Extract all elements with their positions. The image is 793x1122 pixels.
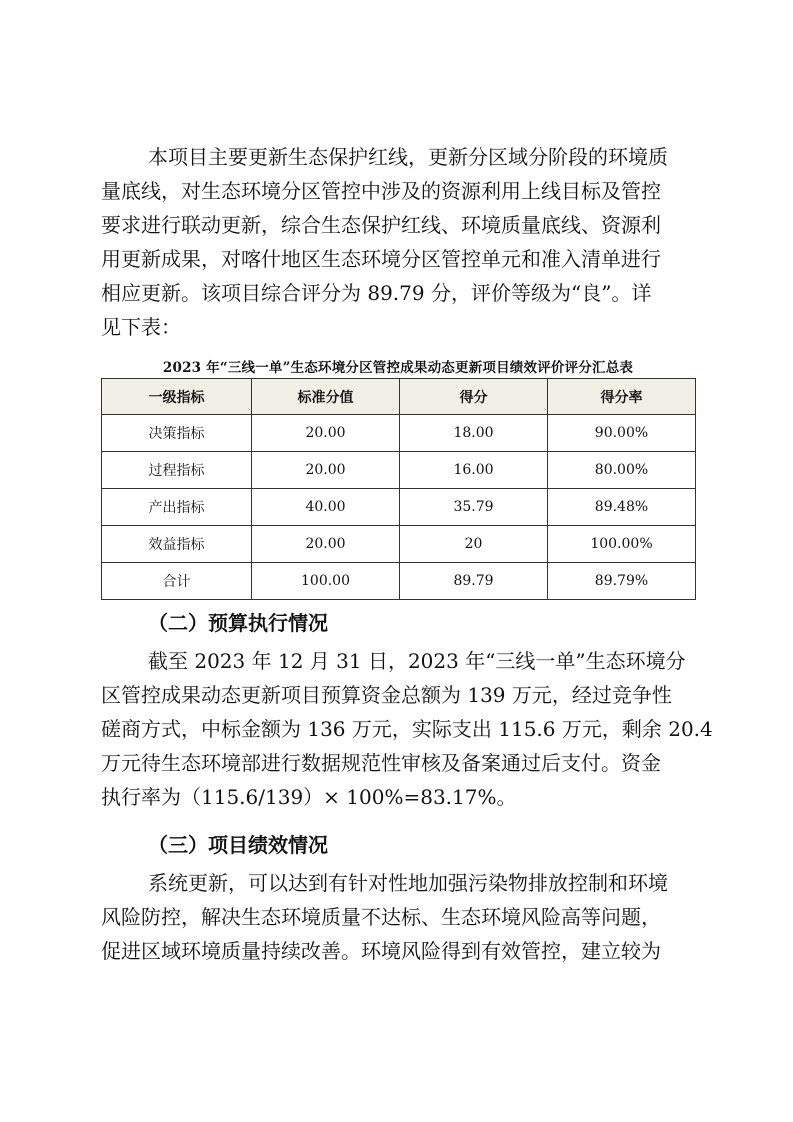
table-cell: 产出指标 bbox=[102, 489, 252, 526]
table-cell: 效益指标 bbox=[102, 526, 252, 563]
budget-line: 万元待生态环境部进行数据规范性审核及备案通过后支付。资金 bbox=[101, 751, 661, 775]
intro-line: 见下表： bbox=[101, 315, 181, 339]
section-heading-budget: （二）预算执行情况 bbox=[148, 611, 328, 635]
table-row bbox=[102, 452, 696, 489]
table-cell: 89.79 bbox=[400, 563, 548, 600]
performance-line: 促进区域环境质量持续改善。环境风险得到有效管控，建立较为 bbox=[101, 939, 661, 963]
table-cell: 80.00% bbox=[548, 452, 696, 489]
intro-line: 要求进行联动更新，综合生态保护红线、环境质量底线、资源利 bbox=[101, 213, 661, 237]
table-cell: 89.79% bbox=[548, 563, 696, 600]
table-cell: 90.00% bbox=[548, 415, 696, 452]
budget-line: 磋商方式，中标金额为 136 万元，实际支出 115.6 万元，剩余 20.4 bbox=[101, 717, 713, 741]
score-summary-table bbox=[101, 378, 696, 600]
table-cell: 20 bbox=[400, 526, 548, 563]
table-total-row bbox=[102, 563, 696, 600]
table-title: 2023 年“三线一单”生态环境分区管控成果动态更新项目绩效评价评分汇总表 bbox=[162, 360, 634, 376]
intro-paragraph bbox=[101, 140, 701, 344]
table-cell: 18.00 bbox=[400, 415, 548, 452]
section-heading-performance: （三）项目绩效情况 bbox=[148, 833, 328, 857]
table-cell: 40.00 bbox=[252, 489, 400, 526]
intro-line: 相应更新。该项目综合评分为 89.79 分，评价等级为“良”。详 bbox=[101, 281, 652, 305]
header-score: 得分 bbox=[400, 379, 548, 415]
header-standard-score: 标准分值 bbox=[252, 379, 400, 415]
table-cell: 过程指标 bbox=[102, 452, 252, 489]
intro-line: 用更新成果，对喀什地区生态环境分区管控单元和准入清单进行 bbox=[101, 247, 661, 271]
budget-line: 截至 2023 年 12 月 31 日，2023 年“三线一单”生态环境分 bbox=[148, 649, 686, 673]
table-cell: 35.79 bbox=[400, 489, 548, 526]
table-cell: 合计 bbox=[102, 563, 252, 600]
budget-line: 区管控成果动态更新项目预算资金总额为 139 万元，经过竞争性 bbox=[101, 683, 672, 707]
header-score-rate: 得分率 bbox=[548, 379, 696, 415]
intro-line: 本项目主要更新生态保护红线，更新分区域分阶段的环境质 bbox=[148, 145, 668, 169]
table-cell: 100.00% bbox=[548, 526, 696, 563]
performance-line: 风险防控，解决生态环境质量不达标、生态环境风险高等问题， bbox=[101, 905, 661, 929]
performance-paragraph bbox=[101, 866, 701, 968]
table-cell: 89.48% bbox=[548, 489, 696, 526]
table-cell: 16.00 bbox=[400, 452, 548, 489]
table-row bbox=[102, 489, 696, 526]
budget-paragraph bbox=[101, 644, 713, 814]
table-row bbox=[102, 526, 696, 563]
table-cell: 决策指标 bbox=[102, 415, 252, 452]
intro-line: 量底线，对生态环境分区管控中涉及的资源利用上线目标及管控 bbox=[101, 179, 661, 203]
performance-line: 系统更新，可以达到有针对性地加强污染物排放控制和环境 bbox=[148, 871, 668, 895]
budget-line: 执行率为（115.6/139）× 100%=83.17%。 bbox=[101, 785, 517, 809]
header-indicator: 一级指标 bbox=[102, 379, 252, 415]
table-row bbox=[102, 415, 696, 452]
table-cell: 20.00 bbox=[252, 415, 400, 452]
table-cell: 100.00 bbox=[252, 563, 400, 600]
table-cell: 20.00 bbox=[252, 452, 400, 489]
table-cell: 20.00 bbox=[252, 526, 400, 563]
table-header-row bbox=[102, 379, 696, 415]
